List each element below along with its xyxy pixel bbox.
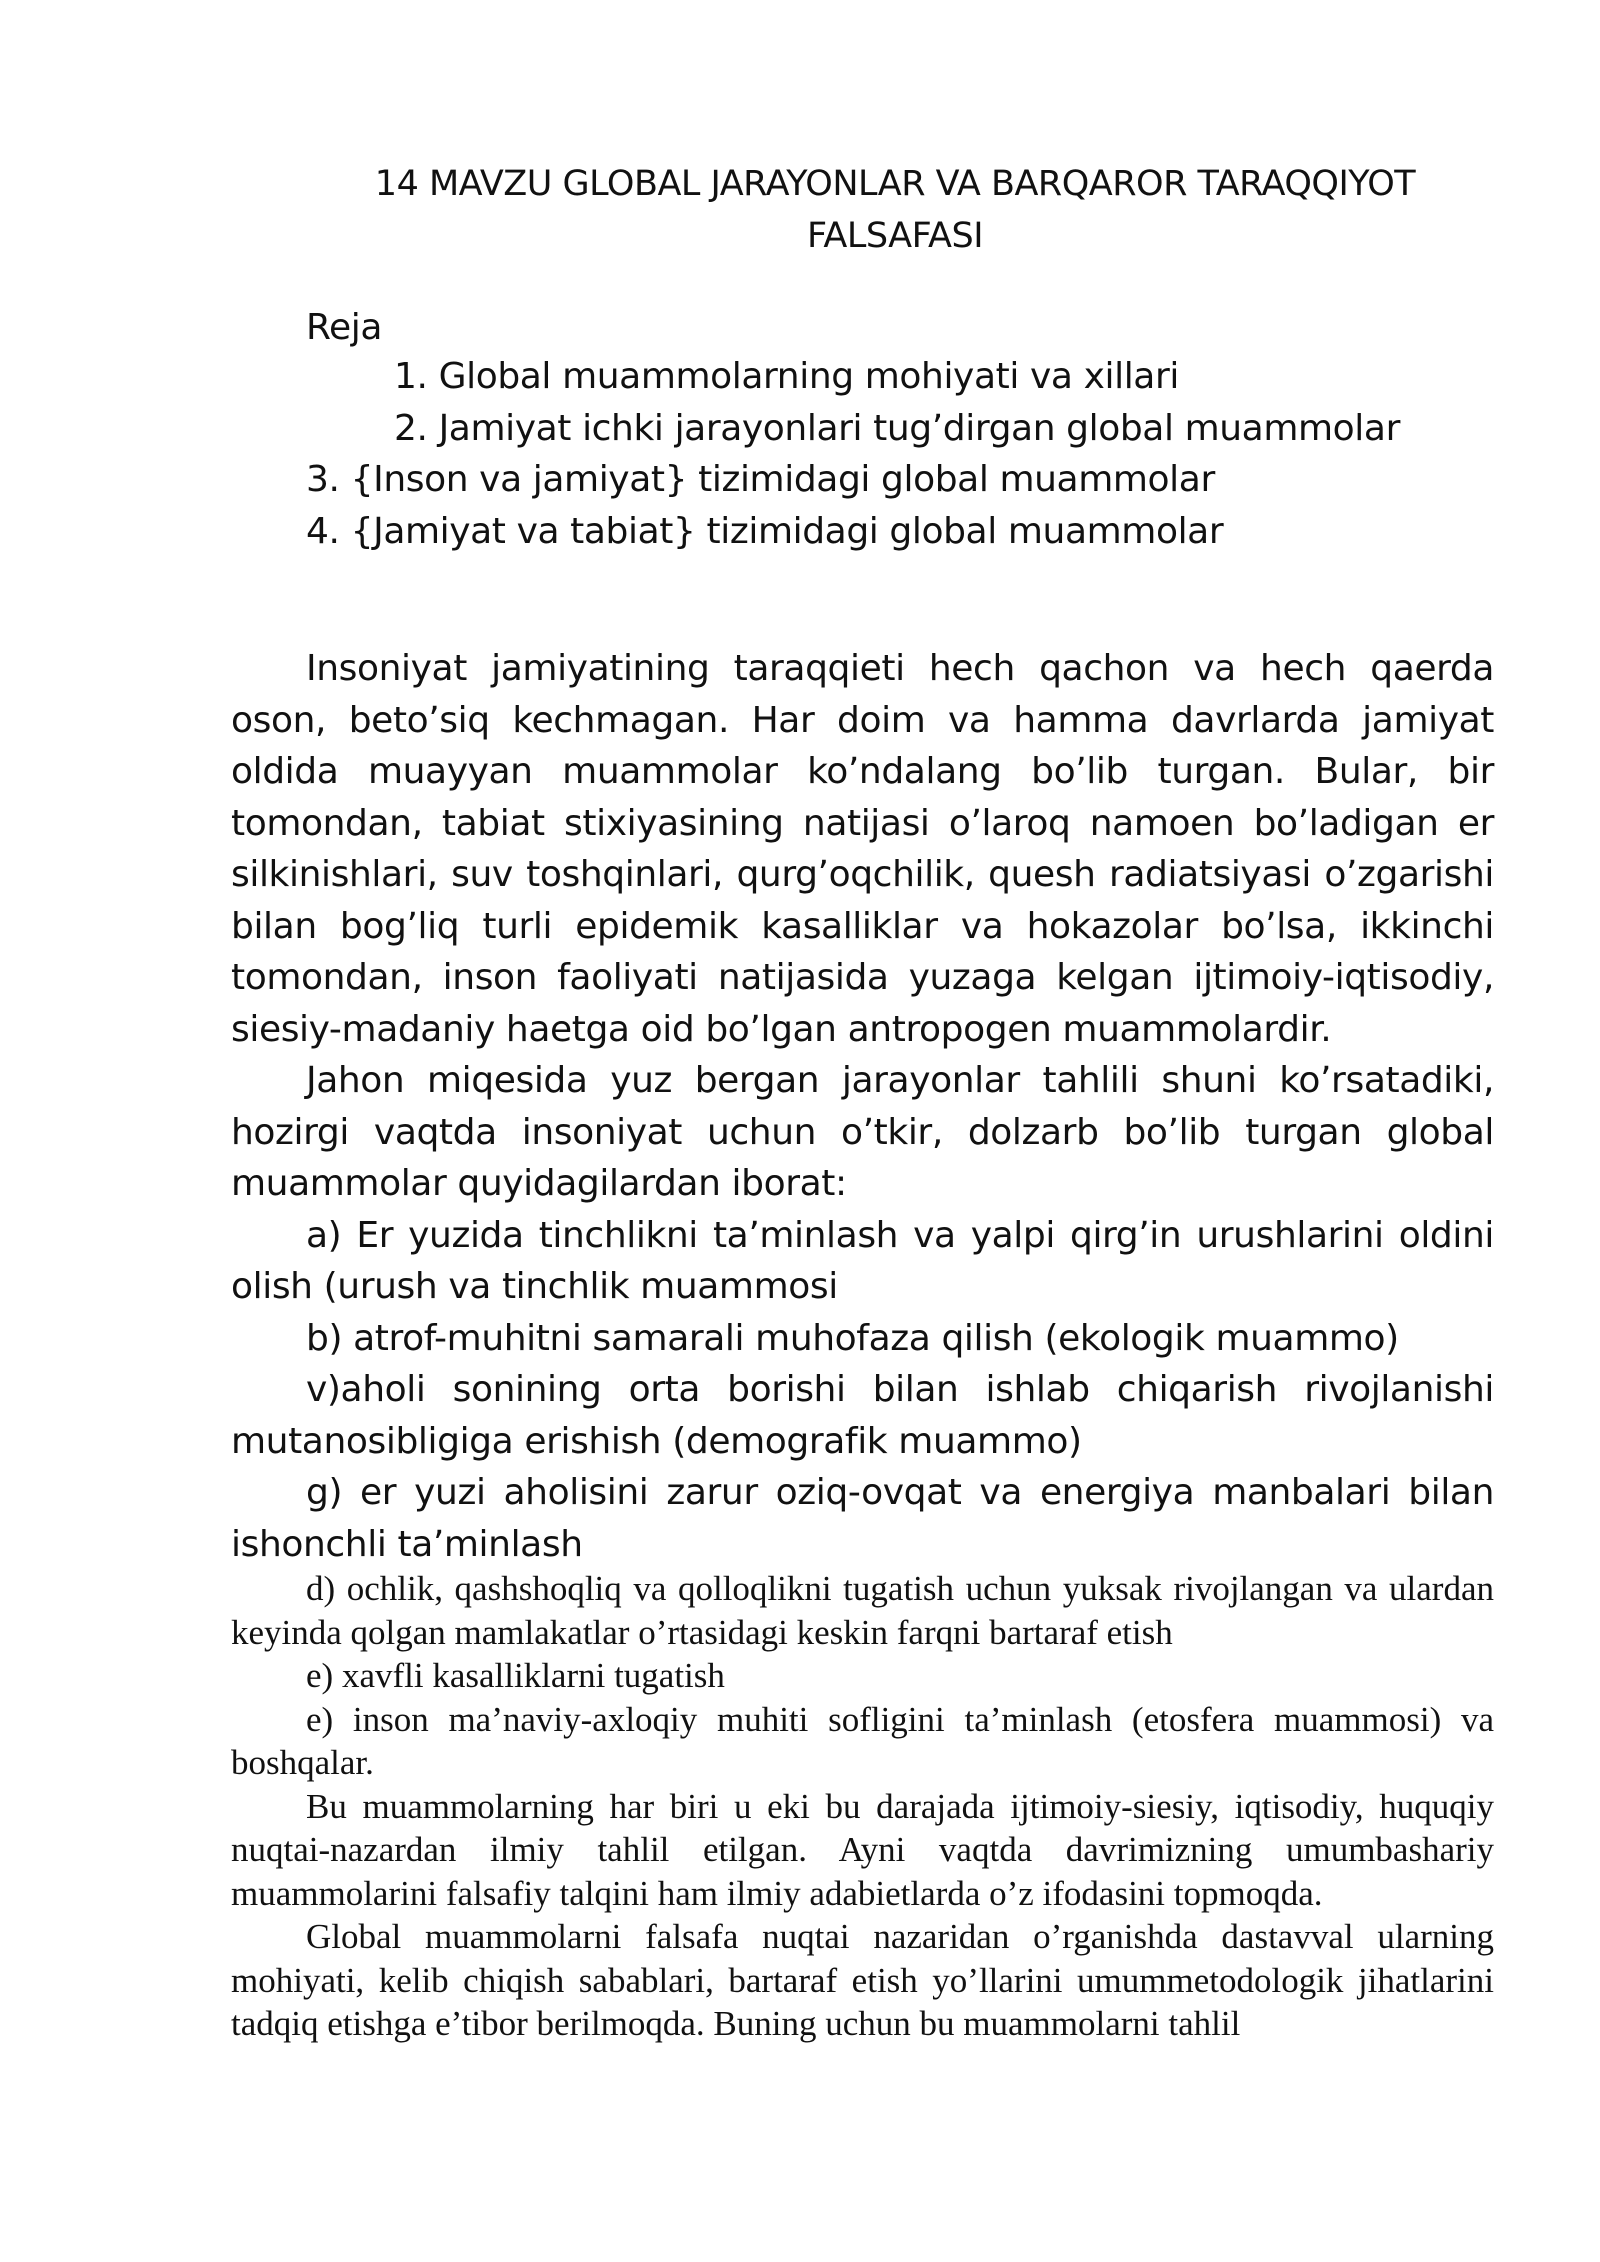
body-text-serif: [231, 1567, 1494, 2046]
list-item-paragraph: a) Er yuzida tinchlikni ta’minlash va yalpi qirg’in urushlarini oldini olish (urush va tinchlik muammosi: [231, 1214, 1494, 1307]
paragraph: Bu muammolarning har biri u eki bu darajada ijtimoiy-siesiy, iqtisodiy, huquqiy nuqtai-nazardan ilmiy tahlil etilgan. Ayni vaqtda davrimizning umumbashariy muammolarini falsafiy talqini ham ilmiy adabietlarda o’z ifodasini topmoqda.: [231, 1786, 1494, 1913]
plan-heading: Reja: [306, 307, 383, 348]
title-line-2: FALSAFASI: [806, 216, 984, 256]
paragraph: Global muammolarni falsafa nuqtai nazaridan o’rganishda dastavval ularning mohiyati, kelib chiqish sabablari, bartaraf etish yo’llarini umummetodologik jihatlarini tadqiq etishga e’tibor berilmoqda. Buning uchun bu muammolarni tahlil: [231, 1917, 1494, 2043]
body-text-sans: [231, 643, 1494, 1570]
plan-item: 2. Jamiyat ichki jarayonlari tug’dirgan global muammolar: [394, 407, 1400, 449]
list-item-paragraph: v)aholi sonining orta borishi bilan ishlab chiqarish rivojlanishi mutanosibligiga erishish (demografik muammo): [231, 1369, 1494, 1462]
title-line-1: 14 MAVZU GLOBAL JARAYONLAR VA BARQAROR TARAQQIYOT: [374, 164, 1416, 204]
plan-item: 4. {Jamiyat va tabiat} tizimidagi global muammolar: [306, 510, 1224, 552]
list-item-paragraph: e) xavfli kasalliklarni tugatish: [306, 1656, 725, 1695]
paragraph: Jahon miqesida yuz bergan jarayonlar tahlili shuni ko’rsatadiki, hozirgi vaqtda insoniyat uchun o’tkir, dolzarb bo’lib turgan global muammolar quyidagilardan iborat:: [231, 1060, 1494, 1204]
document-title: [330, 158, 1460, 262]
plan-item: 3. {Inson va jamiyat} tizimidagi global muammolar: [306, 459, 1215, 500]
plan-list: [0, 351, 1600, 557]
list-item-paragraph: e) inson ma’naviy-axloqiy muhiti sofligini ta’minlash (etosfera muammosi) va boshqalar.: [231, 1699, 1494, 1782]
list-item-paragraph: g) er yuzi aholisini zarur oziq-ovqat va energiya manbalari bilan ishonchli ta’minlash: [231, 1472, 1494, 1565]
plan-item: 1. Global muammolarning mohiyati va xillari: [394, 356, 1179, 397]
list-item-paragraph: b) atrof-muhitni samarali muhofaza qilish (ekologik muammo): [306, 1317, 1399, 1359]
list-item-paragraph: d) ochlik, qashshoqliq va qolloqlikni tugatish uchun yuksak rivojlangan va ulardan keyinda qolgan mamlakatlar o’rtasidagi keskin farqni bartaraf etish: [231, 1569, 1494, 1652]
paragraph: Insoniyat jamiyatining taraqqieti hech qachon va hech qaerda oson, beto’siq kechmagan. Har doim va hamma davrlarda jamiyat oldida muayyan muammolar ko’ndalang bo’lib turgan. Bular, bir tomondan, tabiat stixiyasining natijasi o’laroq namoen bo’ladigan er silkinishlari, suv toshqinlari, qurg’oqchilik, quesh radiatsiyasi o’zgarishi bilan bog’liq turli epidemik kasalliklar va hokazolar bo’lsa, ikkinchi tomondan, inson faoliyati natijasida yuzaga kelgan ijtimoiy-iqtisodiy, siesiy-madaniy haetga oid bo’lgan antropogen muammolardir.: [231, 648, 1494, 1050]
